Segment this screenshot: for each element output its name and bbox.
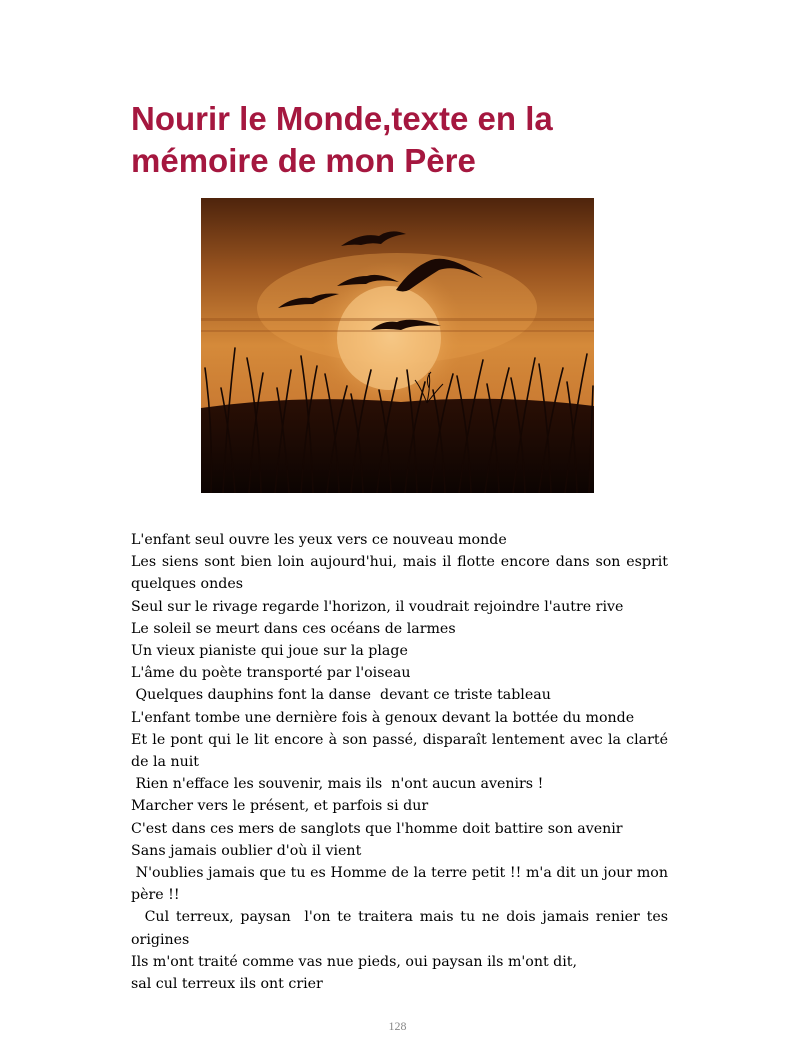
poem-line: Marcher vers le présent, et parfois si dur (131, 798, 429, 815)
poem-line: Les siens sont bien loin aujourd'hui, mais il flotte encore dans son esprit quelques ondes (131, 554, 673, 593)
page-title (131, 98, 691, 182)
poem-line: Seul sur le rivage regarde l'horizon, il voudrait rejoindre l'autre rive (131, 598, 624, 615)
poem-line: sal cul terreux ils ont crier (131, 976, 323, 993)
poem-line: Un vieux pianiste qui joue sur la plage (131, 643, 408, 660)
poem-line: N'oublies jamais que tu es Homme de la terre petit !! m'a dit un jour mon père !! (131, 865, 673, 904)
poem-line: L'âme du poète transporté par l'oiseau (131, 665, 411, 682)
page-number: 128 (388, 1019, 407, 1033)
poem-line: Le soleil se meurt dans ces océans de larmes (131, 620, 456, 637)
poem-line: L'enfant tombe une dernière fois à genoux devant la bottée du monde (131, 709, 635, 726)
sunset-birds-illustration (201, 198, 594, 493)
poem-line: Cul terreux, paysan l'on te traitera mais tu ne dois jamais renier tes origines (131, 909, 673, 948)
poem-line: Et le pont qui le lit encore à son passé, disparaît lentement avec la clarté de la nuit (131, 731, 673, 771)
title-line: mémoire de mon Père (131, 142, 476, 179)
poem-line: C'est dans ces mers de sanglots que l'homme doit battire son avenir (131, 820, 623, 837)
poem-text (131, 529, 673, 995)
poem-line: Rien n'efface les souvenir, mais ils n'ont aucun avenirs ! (131, 776, 544, 793)
title-line: Nourir le Monde,texte en la (131, 100, 553, 137)
poem-line: Quelques dauphins font la danse devant ce triste tableau (131, 687, 551, 704)
poem-line: L'enfant seul ouvre les yeux vers ce nouveau monde (131, 532, 507, 548)
poem-line: Sans jamais oublier d'où il vient (131, 842, 362, 859)
poem-line: Ils m'ont traité comme vas nue pieds, oui paysan ils m'ont dit, (131, 953, 578, 970)
